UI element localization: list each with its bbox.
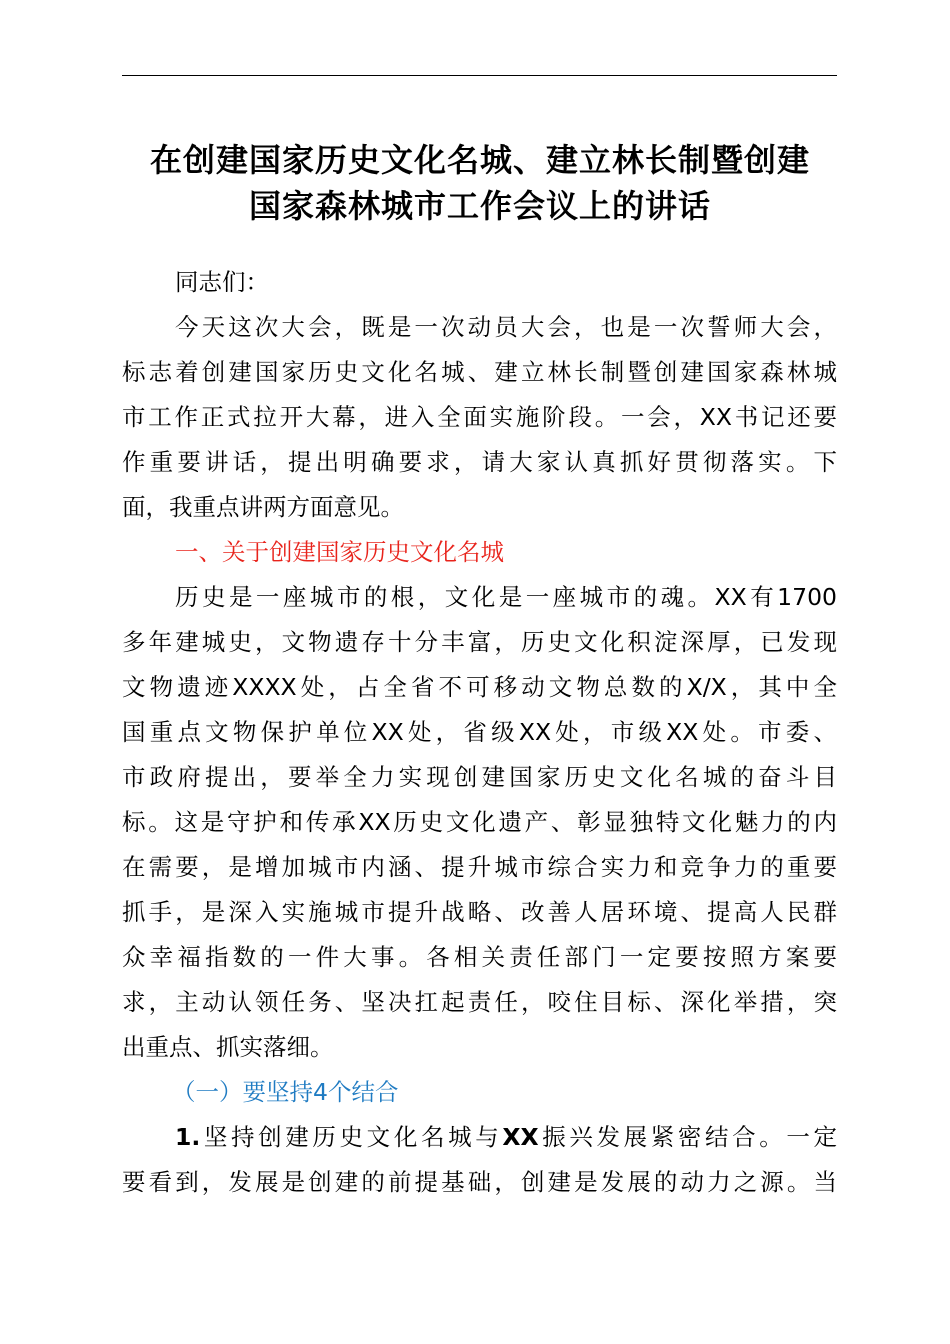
- point-1-line-1: [175, 1121, 837, 1153]
- intro-line-2: 标志着创建国家历史文化名城、建立林长制暨创建国家森林城: [122, 358, 837, 386]
- title-line-1: 在创建国家历史文化名城、建立林长制暨创建: [149, 141, 810, 179]
- intro-line-3: 市工作正式拉开大幕，进入全面实施阶段。一会，XX书记还要: [122, 403, 837, 431]
- section1-line-9: 众幸福指数的一件大事。各相关责任部门一定要按照方案要: [122, 943, 837, 971]
- top-rule: [122, 75, 837, 76]
- point-1-line-2: 要看到，发展是创建的前提基础，创建是发展的动力之源。当: [122, 1168, 837, 1196]
- point-1-text-a: 坚持创建历史文化名城与: [200, 1123, 503, 1151]
- document-title: [110, 137, 850, 229]
- section1-line-7: 在需要，是增加城市内涵、提升城市综合实力和竞争力的重要: [122, 853, 837, 881]
- intro-line-4: 作重要讲话，提出明确要求，请大家认真抓好贯彻落实。下: [122, 448, 837, 476]
- section-heading-1: 一、关于创建国家历史文化名城: [175, 538, 504, 566]
- section1-line-4: 国重点文物保护单位XX处，省级XX处，市级XX处。市委、: [122, 718, 837, 746]
- section1-line-11: 出重点、抓实落细。: [122, 1033, 334, 1061]
- intro-line-5: 面，我重点讲两方面意见。: [122, 493, 404, 521]
- point-1-number: 1.: [175, 1123, 201, 1151]
- point-1-bold-xx: XX: [502, 1123, 539, 1151]
- greeting: 同志们：: [175, 268, 269, 296]
- section1-line-8: 抓手，是深入实施城市提升战略、改善人居环境、提高人民群: [122, 898, 837, 926]
- section1-line-2: 多年建城史，文物遗存十分丰富，历史文化积淀深厚，已发现: [122, 628, 837, 656]
- section1-line-3: 文物遗迹XXXX处，占全省不可移动文物总数的X/X，其中全: [122, 673, 837, 701]
- section1-line-10: 求，主动认领任务、坚决扛起责任，咬住目标、深化举措，突: [122, 988, 837, 1016]
- intro-line-1: 今天这次大会，既是一次动员大会，也是一次誓师大会，: [175, 313, 837, 341]
- section1-line-6: 标。这是守护和传承XX历史文化遗产、彰显独特文化魅力的内: [122, 808, 837, 836]
- section1-line-5: 市政府提出，要举全力实现创建国家历史文化名城的奋斗目: [122, 763, 837, 791]
- subsection-heading-1: （一）要坚持4个结合: [172, 1078, 399, 1106]
- point-1-text-b: 振兴发展紧密结合。一定: [538, 1123, 838, 1151]
- section1-line-1: 历史是一座城市的根，文化是一座城市的魂。XX有1700: [175, 583, 837, 611]
- title-line-2: 国家森林城市工作会议上的讲话: [248, 187, 711, 225]
